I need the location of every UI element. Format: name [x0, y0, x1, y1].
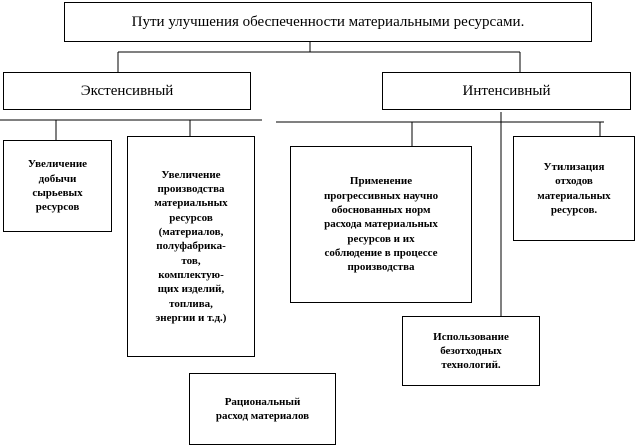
progressive-norms-node [290, 146, 472, 303]
increase-raw-node [3, 140, 112, 232]
rational-use-label: Рациональный расход материалов [215, 395, 310, 422]
extensive-node [3, 72, 251, 110]
waste-free-label: Использование безотходных технологий. [433, 330, 509, 372]
intensive-node [382, 72, 631, 110]
waste-free-node [402, 316, 540, 386]
intensive-node-label: Интенсивный [462, 82, 551, 99]
increase-production-node [127, 136, 255, 357]
waste-utilization-label: Утилизация отходов материальных ресурсов. [537, 160, 611, 216]
root-node-label: Пути улучшения обеспеченности материальными ресурсами. [131, 13, 525, 30]
root-node [64, 2, 592, 42]
progressive-norms-label: Применение прогрессивных научно обоснованных норм расхода материальных ресурсов и их соблюдение в процессе производства [323, 175, 439, 274]
rational-use-node [189, 373, 336, 445]
waste-utilization-node [513, 136, 635, 241]
increase-production-label: Увеличение производства материальных ресурсов (материалов, полуфабрика- тов, комплектую- щих изделий, топлива, энергии и т.д.) [154, 168, 228, 324]
increase-raw-label: Увеличение добычи сырьевых ресурсов [27, 158, 88, 214]
extensive-node-label: Экстенсивный [80, 82, 174, 99]
